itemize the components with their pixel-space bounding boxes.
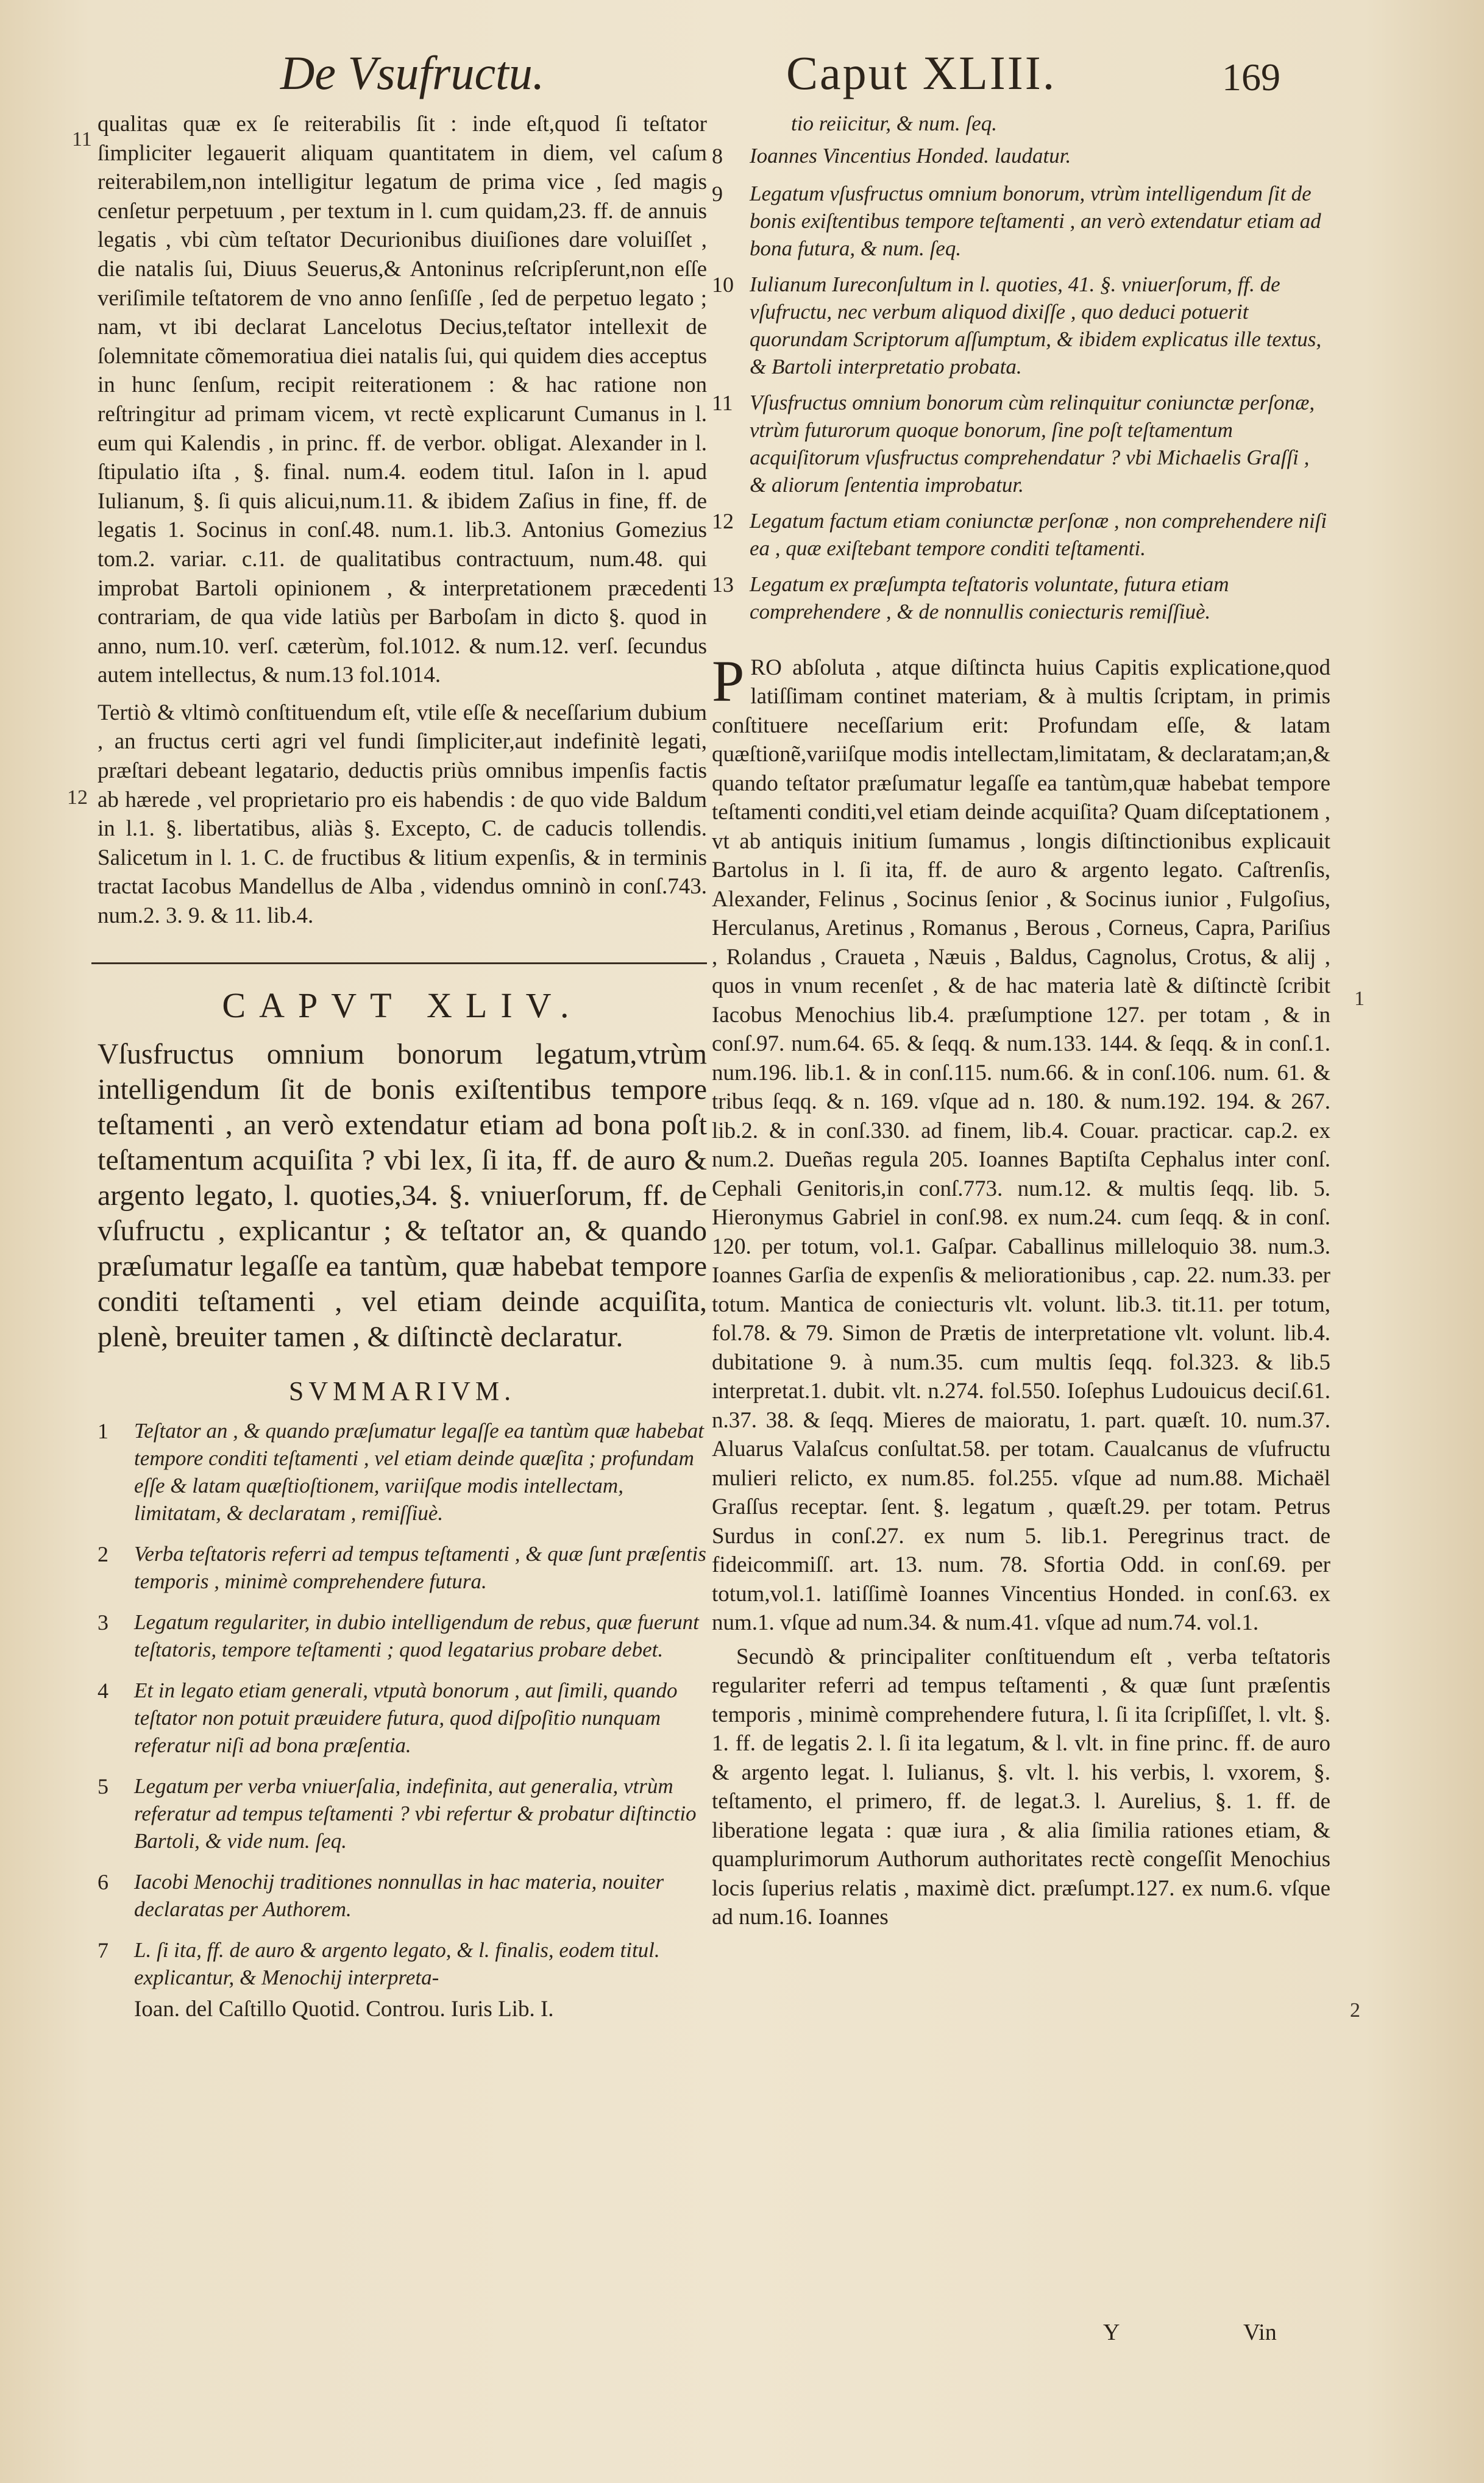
summary-list-left (98, 1417, 707, 1991)
summary-continuation: tio reiicitur, & num. ſeq. (791, 112, 997, 135)
running-head-center: Caput XLIII. (786, 46, 1057, 99)
summary-item: 10 Iulianum Iureconſultum in l. quoties, 41. §. vniuerſorum, ff. de vſufructu, nec verbum aliquod dixiſſe , quo deduci potuerit quorundam Scriptorum aſſumptum, & ibidem explicatus ille textus, & Bartoli interpretatio probata. (712, 272, 1322, 378)
paragraph-qualitas: qualitas quæ ex ſe reiterabilis ſit : inde eſt,quod ſi teſtator ſimpliciter legauerit aliquam quantitatem in diem, vel caſum reiterabilem,non intelligitur legatum de prima vice , ſed magis cenſetur perpetuum , per textum in l. cum quidam,23. ff. de annuis legatis , vbi cùm teſtator Decurionibus diuiſiones dare voluiſſet , die natalis ſui, Diuus Seuerus,& Antoninus reſcripſerunt,non eſſe veriſimile teſtatorem de vno anno ſenſiſſe , ſed de perpetuo legato ; nam, vt ibi declarat Lancelotus Decius,teſtator intellexit de ſolemnitate cõmemoratiua diei natalis ſui, qui quidem dies acceptus in hunc ſenſum, recipit reiterationem : & hac ratione non reſtringitur ad primam vicem, vt rectè explicarunt Cumanus in l. eum qui Kalendis , in princ. ff. de verbor. obligat. Alexander in l. ſtipulatio iſta , §. final. num.4. eodem titul. Iaſon in l. apud Iulianum, §. ſi quis alicui,num.11. & ibidem Zaſius in fine, ff. de legatis 1. Socinus in conſ.48. num.1. lib.3. Antonius Gomezius tom.2. variar. c.11. de qualitatibus contractuum, num.48. qui improbat Bartoli opinionem , & interpretationem præcedenti contrariam, de qua vide latiùs per Barboſam in dicto §. quod in anno, num.10. verſ. cæterùm, fol.1012. & num.12. verſ. ſecundus autem intellectus, & num.13 fol.1014. (98, 112, 707, 688)
margin-number-11: 11 (72, 128, 92, 151)
summary-heading: SVMMARIVM. (288, 1376, 516, 1407)
summary-item: 2 Verba teſtatoris referri ad tempus teſtamenti , & quæ ſunt præſentis temporis , minimè comprehendere futura. (98, 1541, 706, 1593)
summary-item: 12 Legatum factum etiam coniunctæ perſonæ , non comprehendere niſi ea , quæ exiſtebant tempore conditi teſtamenti. (712, 508, 1327, 560)
summary-item: 1 Teſtator an , & quando præſumatur legaſſe ea tantùm quæ habebat tempore conditi teſtamenti , vel etiam deinde quæſita ; profundam eſſe & latam quæſtioſtionem, variiſque modis intellectam, limitatam, & declaratam , remiſſiuè. (98, 1418, 704, 1525)
summary-item: 5 Legatum per verba vniuerſalia, indefinita, aut generalia, vtrùm referatur ad tempus teſtamenti ? vbi refertur & probatur diſtinctio Bartoli, & vide num. ſeq. (98, 1774, 697, 1853)
right-column (712, 110, 1330, 1932)
summary-item: 3 Legatum regulariter, in dubio intelligendum de rebus, quæ fuerunt teſtatoris, tempore teſtamenti ; quod legatarius probare debet. (98, 1610, 699, 1661)
summary-item: 4 Et in legato etiam generali, vtputà bonorum , aut ſimili, quando teſtator non potuit præuidere futura, quod diſpoſitio nunquam referatur niſi ad bona præſentia. (98, 1678, 678, 1757)
catchword: Vin (1243, 2320, 1277, 2345)
margin-number-1: 1 (1354, 987, 1365, 1010)
margin-number-2: 2 (1350, 1999, 1360, 2022)
drop-cap: P (712, 648, 745, 714)
section-rule (91, 962, 707, 964)
summary-item: 6 Iacobi Menochij traditiones nonnullas in hac materia, nouiter declaratas per Authorem. (98, 1869, 664, 1921)
summary-item: 9 Legatum vſusfructus omnium bonorum, vtrùm intelligendum ſit de bonis exiſtentibus tempore teſtamenti , an verò extendatur etiam ad bona futura, & num. ſeq. (712, 181, 1321, 260)
summary-list-right (712, 142, 1330, 625)
left-column (98, 110, 707, 2023)
summary-item: 11 Vſusfructus omnium bonorum cùm relinquitur coniunctæ perſonæ, vtrùm futurorum quoque bonorum, ſine poſt teſtamentum acquiſitorum vſusfructus comprehendatur ? vbi Michaelis Graſſi , & aliorum ſententia improbatur. (712, 390, 1315, 497)
page-number: 169 (1222, 55, 1280, 99)
summary-item: 13 Legatum ex præſumpta teſtatoris voluntate, futura etiam comprehendere , & de nonnullis coniecturis remiſſiuè. (712, 572, 1229, 623)
summary-item: 7 L. ſi ita, ff. de auro & argento legato, & l. finalis, eodem titul. explicantur, & Menochij interpreta- (98, 1938, 660, 1989)
margin-number-12: 12 (67, 786, 88, 809)
paragraph-pro-absoluta: RO abſoluta , atque diſtincta huius Capitis explicatione,quod latiſſimam continet materiam, & à multis ſcriptam, in primis conſtituere neceſſarium erit: Profundam eſſe, & latam quæſtionẽ,variiſque modis intellectam,limitatam, & declaratam;an,& quando teſtator præſumatur legaſſe ea tantùm,quæ habebat tempore teſtamenti conditi,vel etiam deinde acquiſita? Quam diſceptationem , vt ab antiquis initium ſumamus , longis diſtinctionibus explicauit Bartolus in l. ſi ita, ff. de auro & argento legato. Caſtrenſis, Alexander, Felinus , Socinus ſenior , & Socinus iunior , Fulgoſius, Herculanus, Aretinus , Romanus , Berous , Corneus, Capra, Pariſius , Rolandus , Craueta , Næuis , Baldus, Cagnolus, Crotus, & alij , quos in vnum recenſet , & de hac materia latè & diſtinctè ſcribit Iacobus Menochius lib.4. præſumptione 127. per totam , & in conſ.97. num.64. 65. & ſeqq. & num.133. 144. & ſeqq. & in conſ.1. num.196. lib.1. & in conſ.115. num.66. & in conſ.106. num. 61. & tribus ſeqq. & n. 169. vſque ad n. 180. & num.192. 194. & 267. lib.2. & in conſ.330. ad finem, lib.4. Couar. practicar. cap.2. ex num.2. Dueñas regula 205. Ioannes Baptiſta Cephalus inter conſ. Cephali Genitoris,in conſ.773. num.12. & multis ſeqq. lib. 5. Hieronymus Gabriel in conſ.98. ex num.24. cum ſeqq. & in conſ. 120. per totum, vol.1. Gaſpar. Caballinus milleloquio 38. num.3. Ioannes Garſia de expenſis & meliorationibus , cap. 22. num.33. per totum. Mantica de coniecturis vlt. volunt. lib.3. tit.11. per totum, fol.78. & 79. Simon de Prætis de interpretatione vlt. volunt. lib.4. dubitatione 9. à num.35. cum multis ſeqq. fol.323. & lib.5 interpretat.1. dubit. vlt. n.274. fol.550. Ioſephus Ludouicus deciſ.61. n.37. 38. & ſeqq. Mieres de maioratu, 1. part. quæſt. 10. num.37. Aluarus Valaſcus conſultat.58. per totam. Caualcanus de vſufructu mulieri relicto, ex num.85. fol.255. vſque ad num.88. Michaël Graſſus receptar. ſent. §. legatum , quæſt.29. per totam. Petrus Surdus in conſ.27. ex num 5. lib.1. Peregrinus tract. de fideicommiſſ. art. 13. num. 78. Sfortia Odd. in conſ.69. per totum,vol.1. latiſſimè Ioannes Vincentius Honded. in conſ.63. ex num.1. vſque ad num.34. & num.41. vſque ad num.74. vol.1. (712, 655, 1330, 1636)
paragraph-secundo: Secundò & principaliter conſtituendum eſt , verba teſtatoris regulariter referri ad tempus teſtamenti , & quæ ſunt præſentis temporis , minimè comprehendere futura, l. ſi ita ſcripſiſſet, l. vlt. §. 1. ff. de legatis 2. l. ſi ita legatum, & l. vlt. in fine princ. ff. de auro & argento legat. l. Iulianus, §. vlt. l. his verbis, l. vxorem, §. teſtamento, el primero, ff. de legat.3. l. Aurelius, §. 1. ff. de liberatione legata : quæ iura , & alia ſimilia rationes etiam, & quamplurimorum Authorum authoritates rectè congeſſit Menochius locis ſuperius relatis , maximè dict. præſumpt.127. ex num.6. vſque ad num.16. Ioannes (712, 1644, 1330, 1930)
chapter-argument: Vſusfructus omnium bonorum legatum,vtrùm intelligendum ſit de bonis exiſtentibus tempore teſtamenti , an verò extendatur etiam ad bona poſt teſtamentum acquiſita ? vbi lex, ſi ita, ff. de auro & argento legato, l. quoties,34. §. vniuerſorum, ff. de vſufructu , explicantur ; & teſtator an, & quando præſumatur legaſſe ea tantùm, quæ habebat tempore conditi teſtamenti , vel etiam deinde acquiſita, plenè, breuiter tamen , & diſtinctè declaratur. (98, 1038, 707, 1354)
signature-mark: Y (1103, 2320, 1120, 2345)
running-head-left: De Vsufructu. (280, 46, 545, 99)
chapter-body (712, 648, 1330, 1638)
page-footer: Ioan. del Caſtillo Quotid. Controu. Iuris Lib. I. (134, 1996, 554, 2022)
summary-item: 8 Ioannes Vincentius Honded. laudatur. (712, 144, 1071, 168)
paragraph-tertio: Tertiò & vltimò conſtituendum eſt, vtile eſſe & neceſſarium dubium , an fructus certi agri vel fundi ſimpliciter,aut indefinitè legati, præſtari debeant legatario, deductis priùs omnibus impenſis factis ab hærede , vel proprietario pro eis habendis : de quo vide Baldum in l.1. §. libertatibus, aliàs §. Excepto, C. de caducis tollendis. Salicetum in l. 1. C. de fructibus & litium expenſis, & in terminis tractat Iacobus Mandellus de Alba , videndus omninò in conſ.743. num.2. 3. 9. & 11. lib.4. (98, 700, 707, 929)
chapter-heading: CAPVT XLIV. (222, 985, 583, 1025)
